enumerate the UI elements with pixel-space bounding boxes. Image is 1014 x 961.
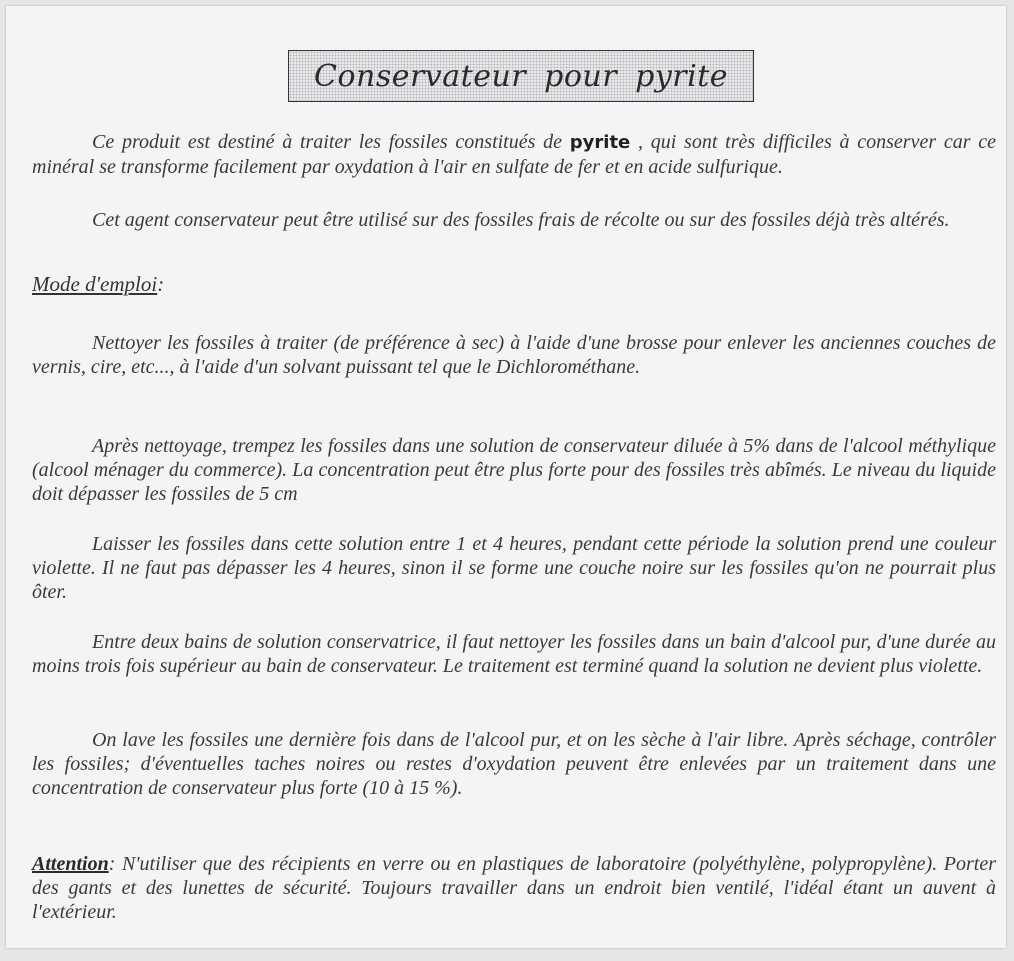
intro-text-end: , qui sont très difficiles à conserver car ce minéral se transforme facilement par oxydation à l'air en sulfate de fer et en acide sulfurique. bbox=[32, 131, 997, 178]
attention-paragraph bbox=[32, 852, 996, 924]
intro-paragraph-1 bbox=[32, 130, 996, 179]
title-box bbox=[288, 50, 754, 102]
pyrite-keyword: pyrite bbox=[569, 132, 631, 153]
intro-paragraph-2: Cet agent conservateur peut être utilisé sur des fossiles frais de récolte ou sur des fossiles déjà très altérés. bbox=[92, 209, 950, 231]
step-paragraph-4: Entre deux bains de solution conservatrice, il faut nettoyer les fossiles dans un bain d'alcool pur, d'une durée au moins trois fois supérieur au bain de conservateur. Le traitement est terminé quand la solution ne devient plus violette. bbox=[32, 631, 996, 677]
mode-emploi-colon: : bbox=[157, 272, 165, 296]
step-paragraph-5: On lave les fossiles une dernière fois dans de l'alcool pur, et on les sèche à l'air libre. Après séchage, contrôler les fossiles; d'éventuelles taches noires ou restes d'oxydation peuvent être enlevées par un traitement dans une concentration de conservateur plus forte (10 à 15 %). bbox=[32, 729, 996, 799]
section-heading-mode-emploi bbox=[32, 272, 164, 297]
step-paragraph-2: Après nettoyage, trempez les fossiles dans une solution de conservateur diluée à 5% dans de l'alcool méthylique (alcool ménager du commerce). La concentration peut être plus forte pour des fossiles très abîmés. Le niveau du liquide doit dépasser les fossiles de 5 cm bbox=[32, 435, 996, 505]
step-paragraph-1: Nettoyer les fossiles à traiter (de préférence à sec) à l'aide d'une brosse pour enlever les anciennes couches de vernis, cire, etc..., à l'aide d'un solvant puissant tel que le Dichlorométhane. bbox=[32, 332, 996, 378]
step-paragraph-3: Laisser les fossiles dans cette solution entre 1 et 4 heures, pendant cette période la solution prend une couleur violette. Il ne faut pas dépasser les 4 heures, sinon il se forme une couche noire sur les fossiles qu'on ne pourrait plus ôter. bbox=[32, 533, 996, 603]
intro-text-start: Ce produit est destiné à traiter les fossiles constitués de bbox=[92, 131, 570, 153]
page-title: Conservateur pour pyrite bbox=[313, 58, 729, 94]
attention-label: Attention bbox=[32, 853, 109, 875]
attention-text: : N'utiliser que des récipients en verre ou en plastiques de laboratoire (polyéthylène, polypropylène). Porter des gants et des lunettes de sécurité. Toujours travailler dans un endroit bien ventilé, l'idéal étant un auvent à l'extérieur. bbox=[32, 853, 996, 923]
document-page bbox=[6, 6, 1006, 948]
mode-emploi-label: Mode d'emploi bbox=[32, 272, 158, 296]
